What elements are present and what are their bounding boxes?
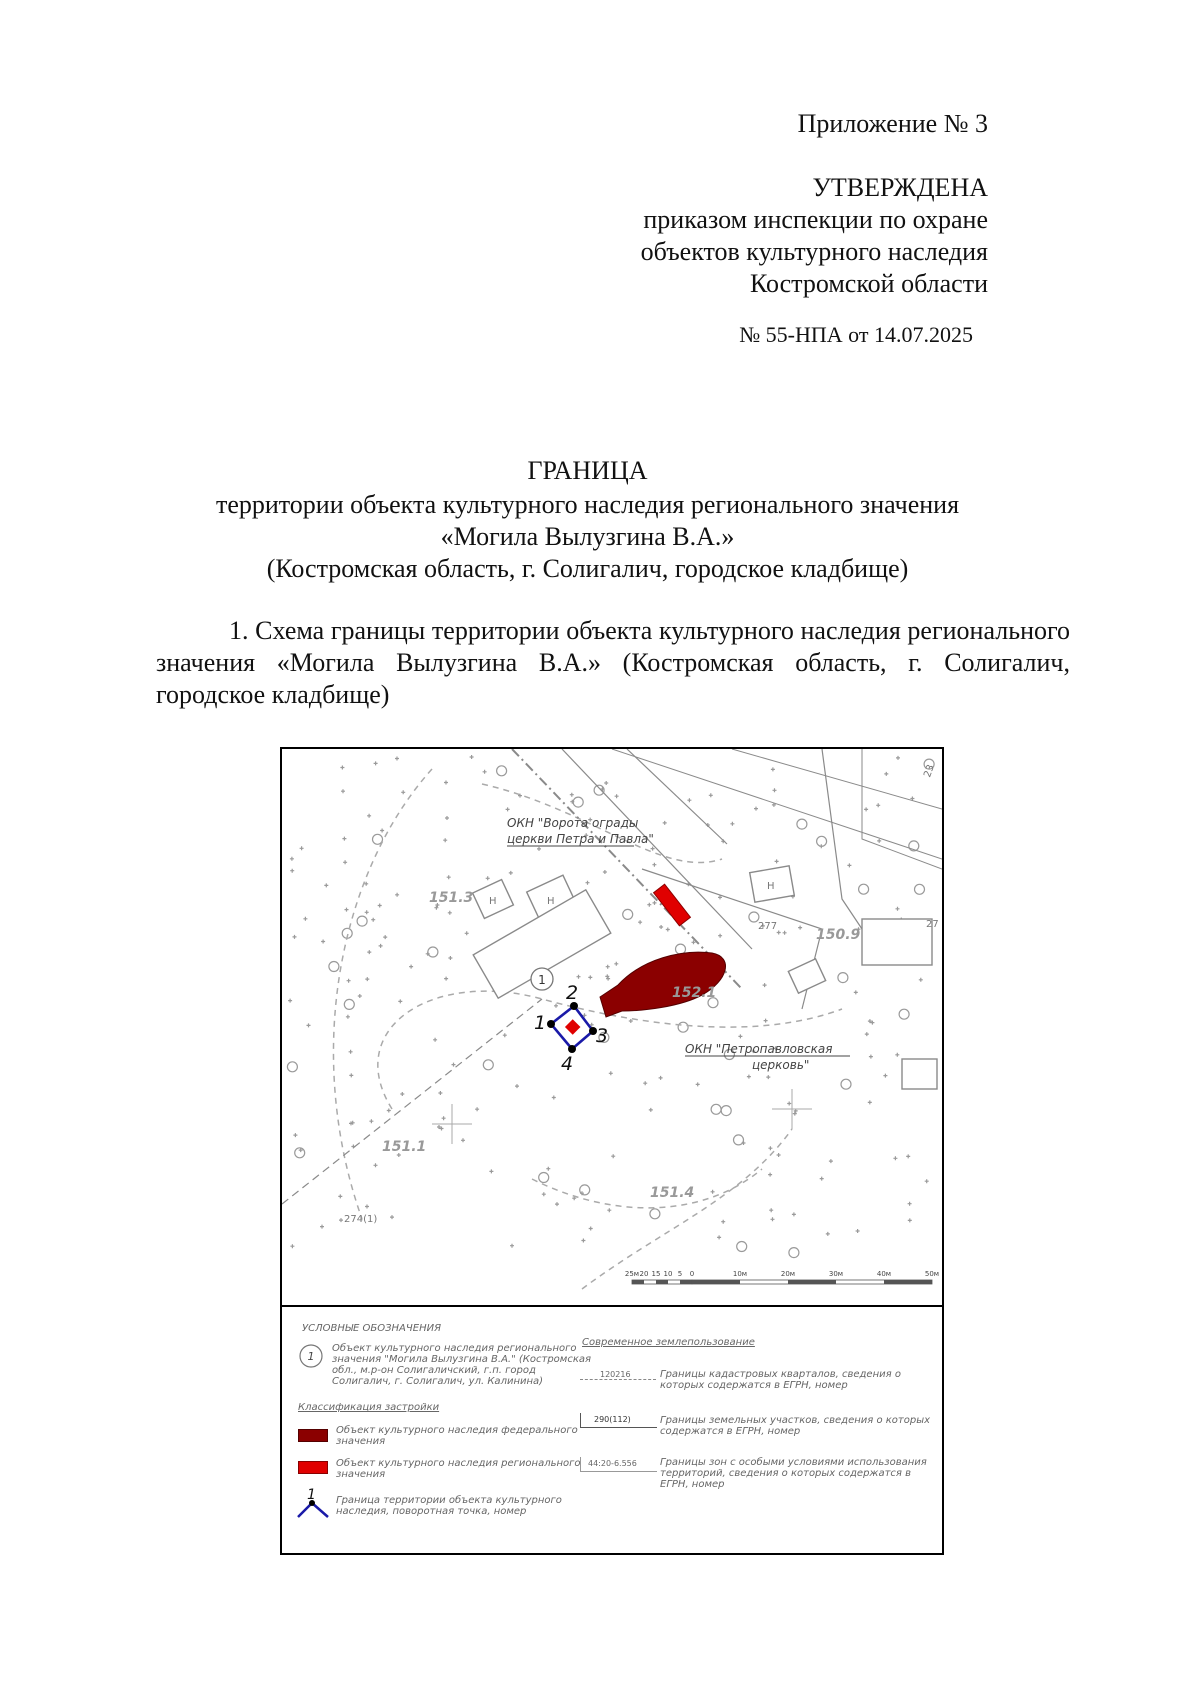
gate-label-1: ОКН "Ворота ограды: [507, 816, 639, 830]
contour-lines: [333, 769, 842, 1289]
legend-classification-title: Классификация застройки: [298, 1402, 440, 1413]
legend-object-line-3: обл., м.р-он Солигаличский, г.п. город: [332, 1365, 536, 1376]
legend-quarter-code: 120216: [600, 1370, 631, 1379]
order-line-2: объектов культурного наследия: [640, 237, 988, 266]
elevation-151-1: 151.1: [382, 1139, 427, 1155]
parcel-277: 277: [758, 921, 778, 932]
order-line-1: приказом инспекции по охране: [643, 205, 988, 234]
building-h-2: Н: [547, 896, 555, 907]
map-view: [282, 749, 942, 1307]
building-h-3: Н: [767, 881, 775, 892]
elevation-152-1: 152.1: [672, 985, 717, 1001]
parcel-27: 27: [926, 919, 939, 930]
elevation-150-9: 150.9: [816, 927, 861, 943]
point-4-label: 4: [561, 1053, 574, 1075]
crosshair-marks: [432, 1089, 812, 1144]
legend-object-number: 1: [307, 1350, 315, 1363]
legend-zone-line-2: территорий, сведения о которых содержатся в: [660, 1468, 911, 1479]
legend-zone-code: 44:20-6.556: [588, 1459, 637, 1468]
point-3-label: 3: [596, 1025, 609, 1047]
parcel-23: 23: [922, 763, 937, 780]
scale-label: 20м: [780, 1270, 796, 1278]
church-label-1: ОКН "Петропавловская: [685, 1042, 833, 1056]
title-line-1: территории объекта культурного наследия регионального значения: [215, 490, 960, 519]
legend-title: УСЛОВНЫЕ ОБОЗНАЧЕНИЯ: [302, 1323, 442, 1334]
legend-plot-line-1: Границы земельных участков, сведения о которых: [660, 1415, 931, 1426]
legend-object-line-2: значения "Могила Вылузгина В.А." (Костромская: [332, 1354, 592, 1365]
legend-boundary-icon: [294, 1487, 334, 1521]
legend-regional-line-2: значения: [336, 1469, 386, 1480]
boundary-scheme: [280, 747, 944, 1555]
legend-plot-line-2: содержатся в ЕГРН, номер: [660, 1426, 801, 1437]
legend-zone-line-1: Границы зон с особыми условиями использования: [660, 1457, 927, 1468]
scale-label: 5: [677, 1270, 683, 1278]
order-line-3: Костромской области: [749, 269, 988, 298]
title-line-2: «Могила Вылузгина В.А.»: [440, 522, 735, 551]
document-title: ГРАНИЦА: [527, 456, 648, 485]
scheme-paragraph: 1. Схема границы территории объекта культурного наследия регионального значения «Могила Вылузгина В.А.» (Костромская область, г. Солигалич, городское кладбище): [156, 616, 1070, 709]
scale-label: 50м: [924, 1270, 940, 1278]
scale-label: 40м: [876, 1270, 892, 1278]
legend-regional-line-1: Объект культурного наследия регионального: [336, 1458, 581, 1469]
legend-plot-code: 290(112): [594, 1415, 631, 1424]
legend-boundary-line-1: Граница территории объекта культурного: [336, 1495, 562, 1506]
scale-label: 10м: [732, 1270, 748, 1278]
elevation-151-4: 151.4: [650, 1185, 695, 1201]
object-number: 1: [538, 973, 546, 987]
legend-land-use-title: Современное землепользование: [582, 1337, 755, 1348]
approved-label: УТВЕРЖДЕНА: [812, 173, 988, 202]
legend-quarter-line-1: Границы кадастровых кварталов, сведения о: [660, 1369, 901, 1380]
scale-label: 30м: [828, 1270, 844, 1278]
scale-bar: [625, 1270, 939, 1284]
elevation-151-3: 151.3: [429, 890, 474, 906]
legend-federal-line-1: Объект культурного наследия федерального: [336, 1425, 578, 1436]
scale-label: 0: [689, 1270, 695, 1278]
building-h-1: Н: [489, 896, 497, 907]
title-line-3: (Костромская область, г. Солигалич, городское кладбище): [266, 554, 909, 583]
order-number: № 55-НПА от 14.07.2025: [739, 322, 973, 347]
scale-label: 25м: [624, 1270, 640, 1278]
church-label-2: церковь": [752, 1058, 810, 1072]
legend-object-number-icon: [298, 1343, 324, 1369]
legend-quarter-line-2: которых содержатся в ЕГРН, номер: [660, 1380, 848, 1391]
legend-object-line-1: Объект культурного наследия регионального: [332, 1343, 577, 1354]
legend-federal-swatch: [298, 1429, 328, 1442]
gate-label-2: церкви Петра и Павла": [507, 832, 654, 846]
scale-label: 15: [651, 1270, 661, 1278]
legend-boundary-number: 1: [307, 1487, 316, 1503]
legend-zone-line-3: ЕГРН, номер: [660, 1479, 725, 1490]
legend-object-line-4: Солигалич, г. Солигалич, ул. Калинина): [332, 1376, 544, 1387]
legend-boundary-line-2: наследия, поворотная точка, номер: [336, 1506, 527, 1517]
parcel-274: 274(1): [344, 1214, 378, 1225]
legend: [282, 1307, 942, 1553]
appendix-label: Приложение № 3: [797, 109, 988, 138]
scale-label: 10: [663, 1270, 673, 1278]
legend-regional-swatch: [298, 1461, 328, 1474]
point-1-label: 1: [534, 1012, 547, 1034]
regional-object-gate: [654, 884, 691, 926]
legend-federal-line-2: значения: [336, 1436, 386, 1447]
scale-label: 20: [639, 1270, 649, 1278]
grave-object: [565, 1019, 581, 1035]
point-2-label: 2: [566, 982, 579, 1004]
